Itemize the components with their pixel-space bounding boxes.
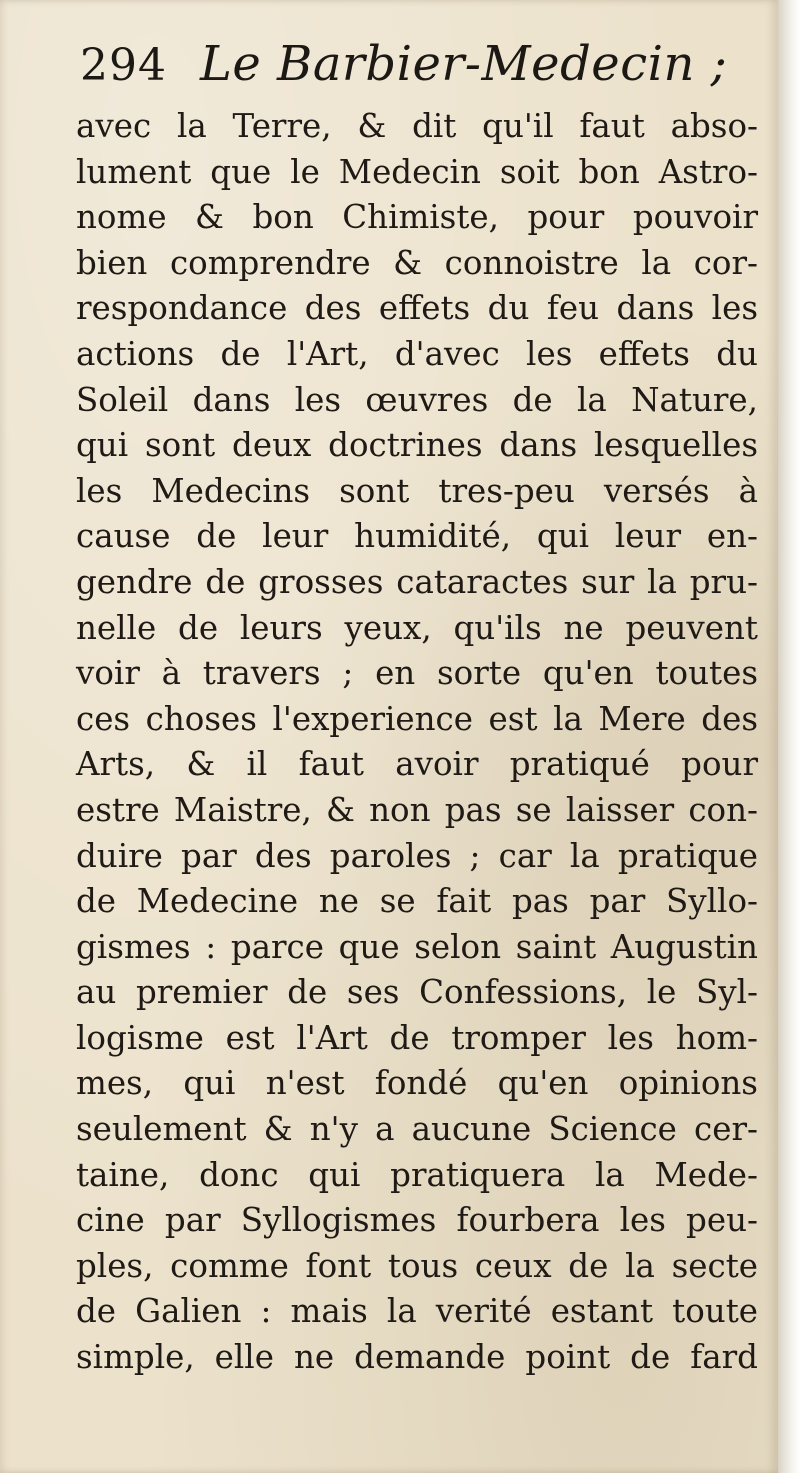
text-line: ples, comme font tous ceux de la secte — [76, 1246, 758, 1285]
text-line: logisme est l'Art de tromper les hom- — [76, 1018, 758, 1057]
text-line: seulement & n'y a aucune Science cer- — [76, 1110, 758, 1149]
text-line: cine par Syllogismes fourbera les peu- — [76, 1201, 758, 1240]
text-line: voir à travers ; en sorte qu'en toutes — [76, 654, 758, 693]
text-line: nelle de leurs yeux, qu'ils ne peuvent — [76, 608, 758, 647]
text-line: avec la Terre, & dit qu'il faut abso- — [76, 107, 758, 145]
text-line: mes, qui n'est fondé qu'en opinions — [76, 1064, 758, 1103]
text-line: estre Maistre, & non pas se laisser con- — [76, 790, 758, 829]
text-line: Arts, & il faut avoir pratiqué pour — [76, 745, 758, 784]
body-text — [76, 104, 758, 1381]
text-line: actions de l'Art, d'avec les effets du — [76, 334, 758, 373]
text-line: qui sont deux doctrines dans lesquelles — [76, 426, 758, 465]
text-line: les Medecins sont tres-peu versés à — [76, 471, 758, 510]
text-line: de Medecine ne se fait pas par Syllo- — [76, 882, 758, 921]
text-line: au premier de ses Confessions, le Syl- — [76, 973, 758, 1012]
running-head: Le Barbier-Medecin ; — [200, 36, 728, 92]
page-number: 294 — [80, 40, 167, 91]
text-line: ces choses l'experience est la Mere des — [76, 699, 758, 738]
text-line: nome & bon Chimiste, pour pouvoir — [76, 198, 758, 237]
text-line: de Galien : mais la verité estant toute — [76, 1292, 758, 1331]
text-line: lument que le Medecin soit bon Astro- — [76, 152, 758, 191]
page-edge — [778, 0, 800, 1473]
text-line: gismes : parce que selon saint Augustin — [76, 927, 758, 966]
text-line: gendre de grosses cataractes sur la pru- — [76, 562, 758, 601]
text-line: simple, elle ne demande point de fard — [76, 1338, 758, 1377]
text-line: taine, donc qui pratiquera la Mede- — [76, 1155, 758, 1194]
text-line: bien comprendre & connoistre la cor- — [76, 243, 758, 282]
text-line: Soleil dans les œuvres de la Nature, — [76, 380, 758, 419]
text-line: cause de leur humidité, qui leur en- — [76, 517, 758, 556]
text-line: respondance des effets du feu dans les — [76, 289, 758, 328]
text-line: duire par des paroles ; car la pratique — [76, 836, 758, 875]
page-header — [80, 36, 770, 106]
